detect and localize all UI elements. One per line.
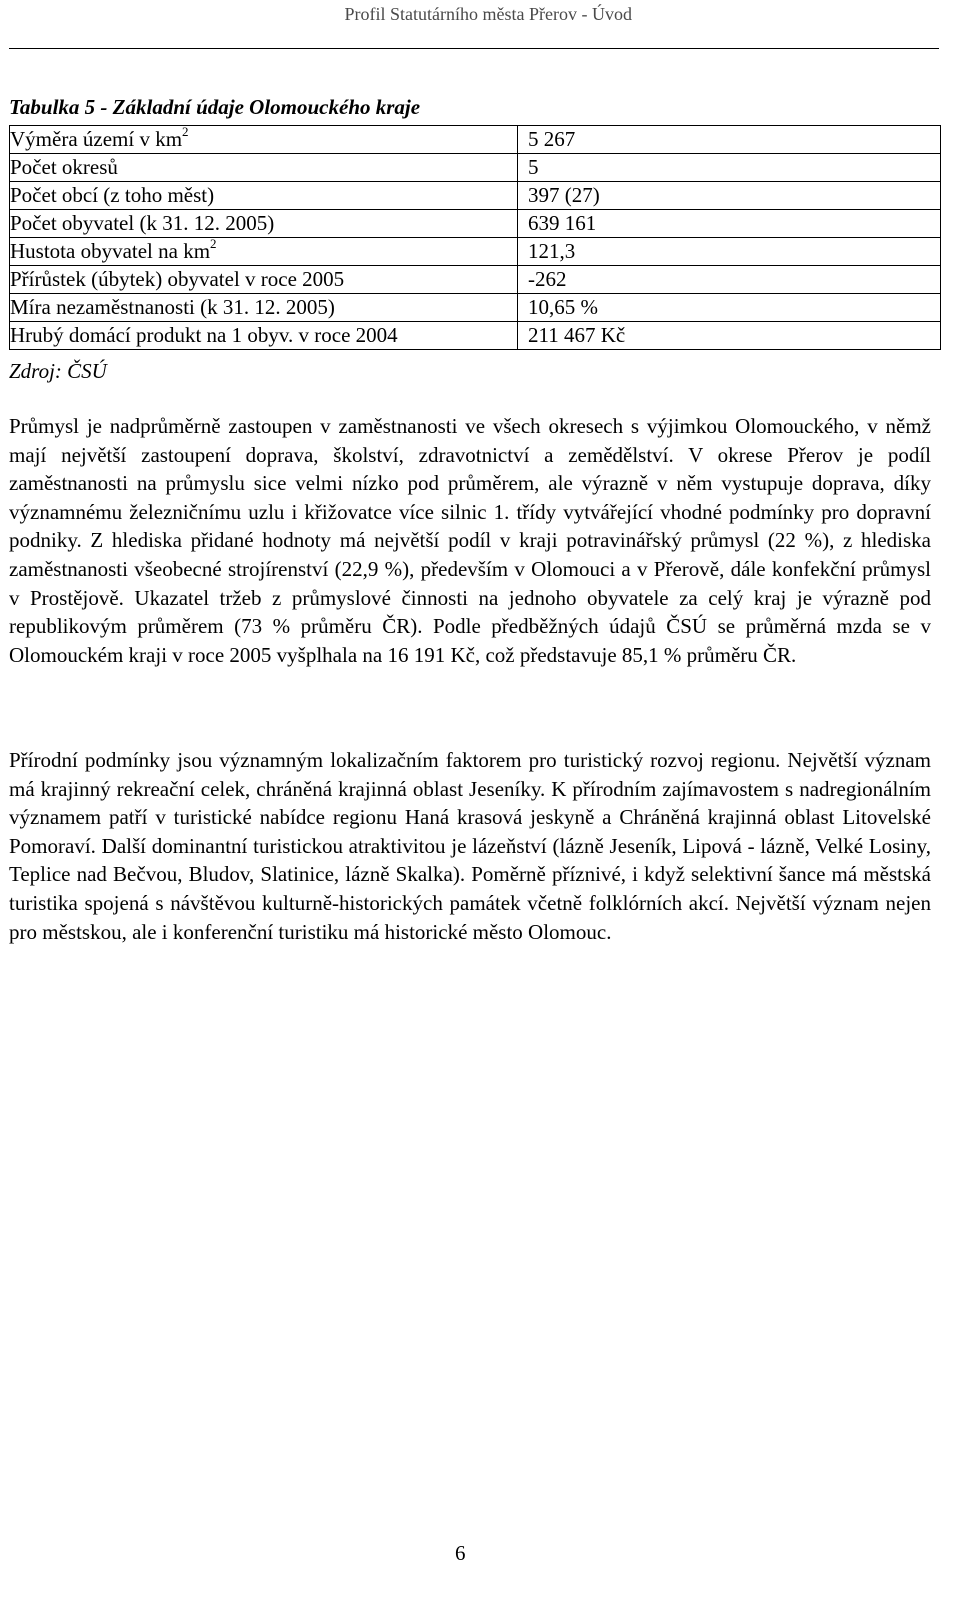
row-value: 639 161 xyxy=(518,210,941,238)
running-header: Profil Statutárního města Přerov - Úvod xyxy=(344,4,632,24)
row-value: 121,3 xyxy=(518,238,941,266)
table-title: Tabulka 5 - Základní údaje Olomouckého kraje xyxy=(9,95,421,119)
page-number: 6 xyxy=(455,1541,466,1565)
table-row xyxy=(10,294,941,322)
row-label-text: Počet obcí (z toho měst) xyxy=(10,183,215,207)
row-label-text: Míra nezaměstnanosti (k 31. 12. 2005) xyxy=(10,295,335,319)
basic-data-table xyxy=(9,125,941,350)
header-divider xyxy=(9,48,939,49)
row-label xyxy=(10,294,518,322)
row-label-text: Hrubý domácí produkt na 1 obyv. v roce 2004 xyxy=(10,323,398,347)
row-label-text: Počet obyvatel (k 31. 12. 2005) xyxy=(10,211,275,235)
row-value: 211 467 Kč xyxy=(518,322,941,350)
table-row xyxy=(10,154,941,182)
table-body xyxy=(10,126,941,350)
row-label-text: Počet okresů xyxy=(10,155,118,179)
row-label xyxy=(10,182,518,210)
row-label xyxy=(10,126,518,154)
row-label xyxy=(10,210,518,238)
superscript: 2 xyxy=(210,236,217,251)
row-value: 10,65 % xyxy=(518,294,941,322)
row-value: 5 267 xyxy=(518,126,941,154)
table-row xyxy=(10,322,941,350)
row-label xyxy=(10,238,518,266)
row-value: -262 xyxy=(518,266,941,294)
table-row xyxy=(10,210,941,238)
table-row xyxy=(10,126,941,154)
paragraph-tourism: Přírodní podmínky jsou významným lokalizačním faktorem pro turistický rozvoj regionu. Největší význam má krajinný rekreační celek, chráněná krajinná oblast Jeseníky. K přírodním zajímavostem s nadregionálním významem patří v turistické nabídce regionu Haná krasová jeskyně a Chráněná krajinná oblast Litovelské Pomoraví. Další dominantní turistickou atraktivitou je lázeňství (lázně Jeseník, Lipová - lázně, Velké Losiny, Teplice nad Bečvou, Bludov, Slatinice, lázně Skalka). Poměrně příznivé, i když selektivní šance má městská turistika spojená s návštěvou kulturně-historických památek včetně folklórních akcí. Největší význam nejen pro městskou, ale i konferenční turistiku má historické město Olomouc. xyxy=(9,748,931,944)
row-label xyxy=(10,322,518,350)
row-label-text: Hustota obyvatel na km xyxy=(10,239,211,263)
superscript: 2 xyxy=(182,124,189,139)
row-value: 397 (27) xyxy=(518,182,941,210)
table-row xyxy=(10,182,941,210)
row-label xyxy=(10,154,518,182)
row-label-text: Přírůstek (úbytek) obyvatel v roce 2005 xyxy=(10,267,345,291)
row-value: 5 xyxy=(518,154,941,182)
table-source: Zdroj: ČSÚ xyxy=(9,359,107,383)
table-row xyxy=(10,238,941,266)
paragraph-industry: Průmysl je nadprůměrně zastoupen v zaměstnanosti ve všech okresech s výjimkou Olomouckého, v němž mají největší zastoupení doprava, školství, zdravotnictví a zemědělství. V okrese Přerov je podíl zaměstnanosti na průmyslu sice velmi nízko pod průměrem, ale výrazně v něm vystupuje doprava, díky významnému železničnímu uzlu i křižovatce více silnic 1. třídy vytvářející vhodné podmínky pro dopravní podniky. Z hlediska přidané hodnoty má největší podíl v kraji potravinářský průmysl (22 %), z hlediska zaměstnanosti všeobecné strojírenství (22,9 %), především v Olomouci a v Přerově, dále konfekční průmysl v Prostějově. Ukazatel tržeb z průmyslové činnosti na jednoho obyvatele za celý kraj je výrazně pod republikovým průměrem (73 % průměru ČR). Podle předběžných údajů ČSÚ se průměrná mzda se v Olomouckém kraji v roce 2005 vyšplhala na 16 191 Kč, což představuje 85,1 % průměru ČR. xyxy=(9,414,931,667)
row-label-text: Výměra území v km xyxy=(10,127,183,151)
row-label xyxy=(10,266,518,294)
table-row xyxy=(10,266,941,294)
